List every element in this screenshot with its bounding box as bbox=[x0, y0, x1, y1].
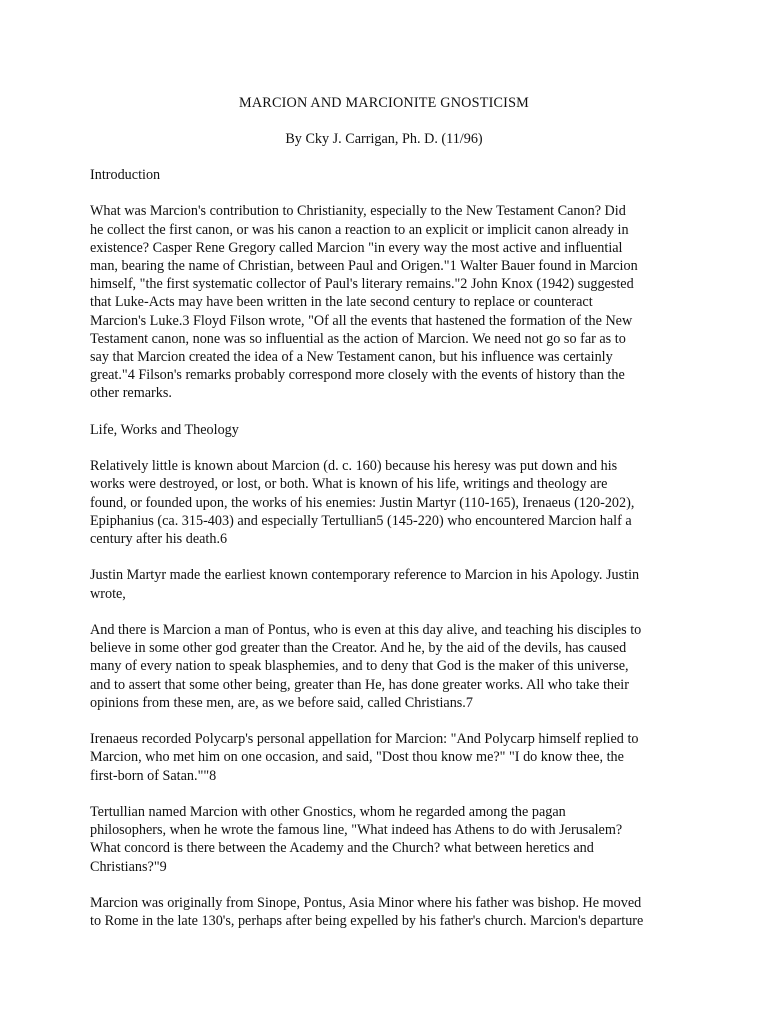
text-line: great."4 Filson's remarks probably correspond more closely with the events of history than the bbox=[90, 367, 625, 384]
text-line: century after his death.6 bbox=[90, 531, 228, 548]
text-line: Marcion's Luke.3 Floyd Filson wrote, "Of all the events that hastened the formation of the New bbox=[90, 312, 633, 329]
body-paragraph bbox=[90, 894, 690, 930]
body-paragraph bbox=[90, 202, 690, 402]
text-line: many of every nation to speak blasphemies, and to deny that God is the maker of this universe, bbox=[90, 658, 629, 675]
text-line: believe in some other god greater than the Creator. And he, by the aid of the devils, has caused bbox=[90, 640, 627, 657]
text-line: works were destroyed, or lost, or both. What is known of his life, writings and theology are bbox=[90, 476, 608, 493]
text-line: that Luke-Acts may have been written in the late second century to replace or counteract bbox=[90, 294, 593, 311]
document-title: MARCION AND MARCIONITE GNOSTICISM bbox=[239, 95, 529, 111]
text-line: Introduction bbox=[90, 167, 161, 183]
text-line: wrote, bbox=[90, 585, 126, 602]
block-quote bbox=[90, 621, 690, 712]
text-line: opinions from these men, are, as we before said, called Christians.7 bbox=[90, 694, 473, 711]
text-line: Christians?"9 bbox=[90, 858, 167, 875]
author-byline: By Cky J. Carrigan, Ph. D. (11/96) bbox=[285, 131, 483, 147]
section-heading bbox=[90, 166, 690, 184]
text-line: Tertullian named Marcion with other Gnostics, whom he regarded among the pagan bbox=[90, 804, 566, 820]
section-heading bbox=[90, 421, 690, 439]
text-line: What was Marcion's contribution to Christianity, especially to the New Testament Canon? Did bbox=[90, 203, 626, 220]
text-line: Epiphanius (ca. 315-403) and especially Tertullian5 (145-220) who encountered Marcion half a bbox=[90, 512, 632, 529]
text-line: Marcion was originally from Sinope, Pontus, Asia Minor where his father was bishop. He moved bbox=[90, 895, 642, 911]
text-line: Justin Martyr made the earliest known contemporary reference to Marcion in his Apology. Justin bbox=[90, 567, 640, 584]
text-line: to Rome in the late 130's, perhaps after being expelled by his father's church. Marcion's departure bbox=[90, 913, 644, 930]
text-line: other remarks. bbox=[90, 385, 172, 402]
text-line: Irenaeus recorded Polycarp's personal appellation for Marcion: "And Polycarp himself replied to bbox=[90, 731, 639, 748]
text-line: And there is Marcion a man of Pontus, who is even at this day alive, and teaching his disciples to bbox=[90, 622, 642, 638]
body-paragraph bbox=[90, 457, 690, 548]
body-paragraph bbox=[90, 803, 690, 876]
document-body bbox=[90, 166, 690, 949]
text-line: What concord is there between the Academy and the Church? what between heretics and bbox=[90, 840, 594, 857]
text-line: himself, "the first systematic collector of Paul's literary remains."2 John Knox (1942) suggested bbox=[90, 276, 634, 293]
text-line: Marcion, who met him on one occasion, and said, "Dost thou know me?" "I do know thee, the bbox=[90, 749, 624, 766]
text-line: Relatively little is known about Marcion (d. c. 160) because his heresy was put down and his bbox=[90, 458, 618, 475]
body-paragraph bbox=[90, 730, 690, 785]
text-line: first-born of Satan.""8 bbox=[90, 767, 217, 784]
text-line: existence? Casper Rene Gregory called Marcion "in every way the most active and influential bbox=[90, 239, 623, 256]
body-paragraph bbox=[90, 566, 690, 602]
text-line: philosophers, when he wrote the famous line, "What indeed has Athens to do with Jerusalem? bbox=[90, 822, 623, 839]
text-line: say that Marcion created the idea of a New Testament canon, but his influence was certainly bbox=[90, 349, 613, 366]
text-line: he collect the first canon, or was his canon a reaction to an explicit or implicit canon already in bbox=[90, 221, 629, 238]
text-line: and to assert that some other being, greater than He, has done greater works. All who take their bbox=[90, 676, 629, 693]
text-line: man, bearing the name of Christian, between Paul and Origen."1 Walter Bauer found in Marcion bbox=[90, 258, 638, 274]
text-line: found, or founded upon, the works of his enemies: Justin Martyr (110-165), Irenaeus (120-202), bbox=[90, 494, 635, 511]
text-line: Testament canon, none was so influential as the action of Marcion. We need not go so far as to bbox=[90, 330, 626, 347]
text-line: Life, Works and Theology bbox=[90, 421, 239, 438]
